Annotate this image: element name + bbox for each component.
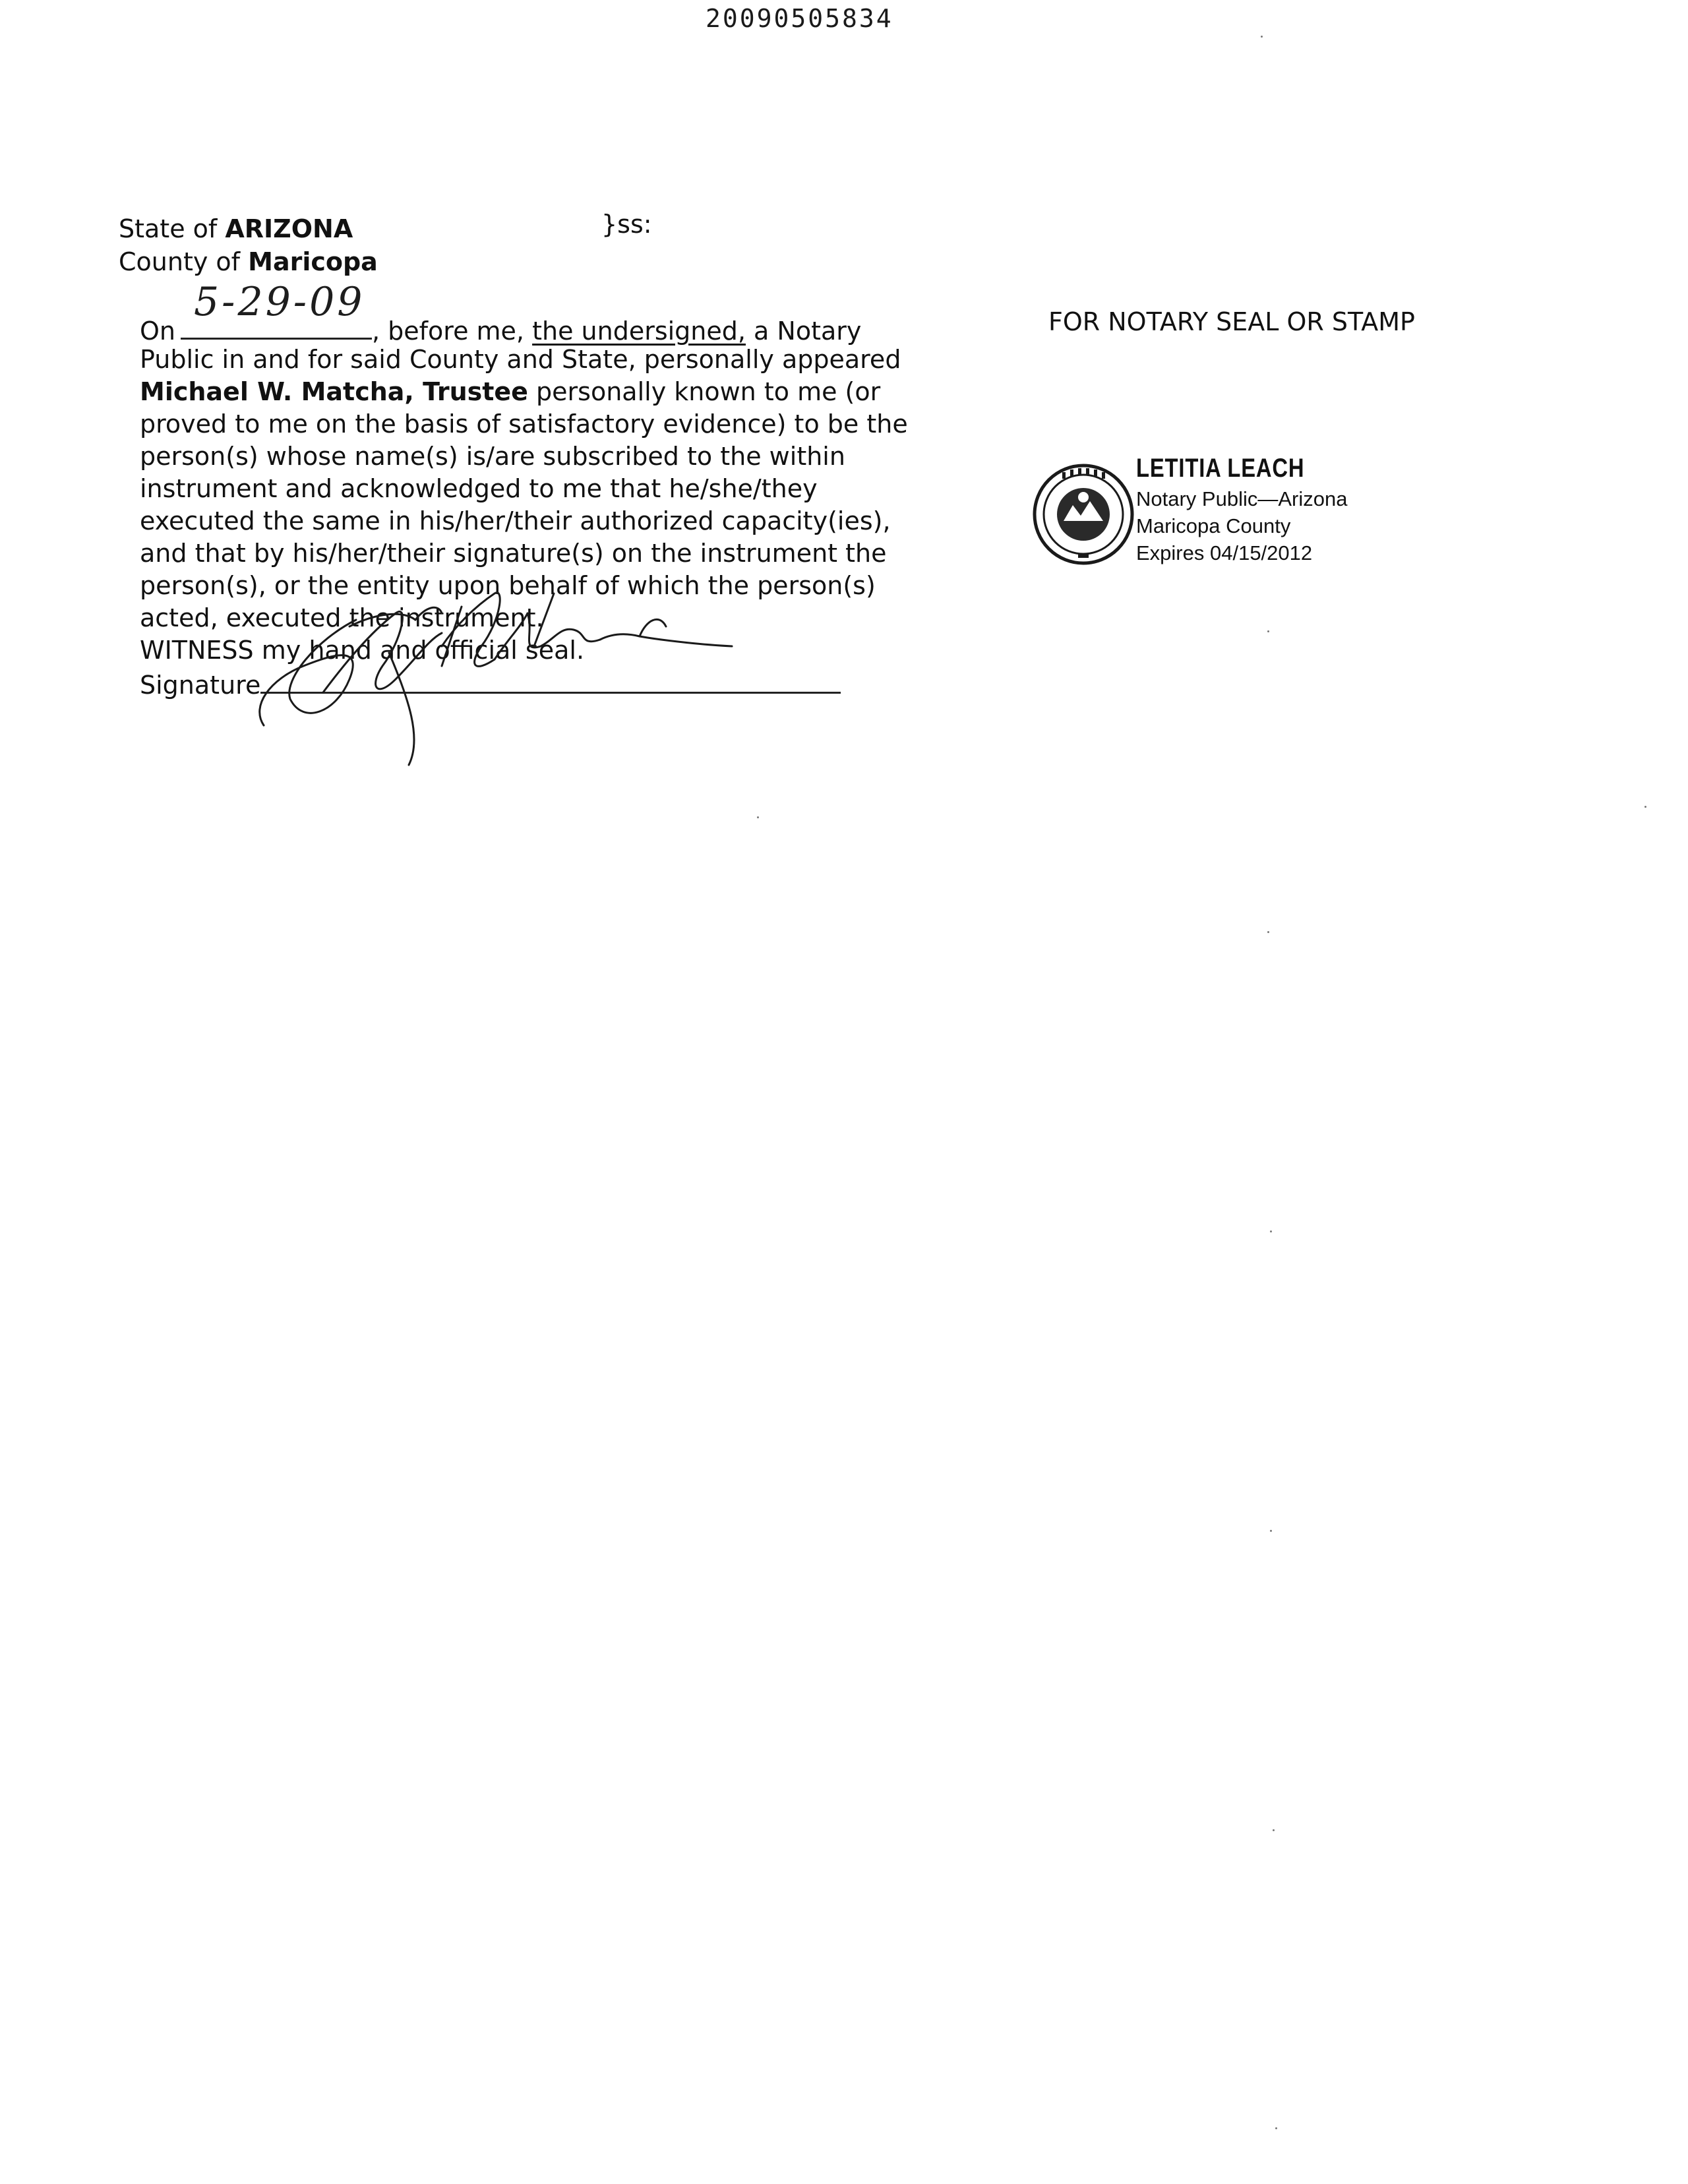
- scan-speck: [1267, 630, 1269, 632]
- handwritten-signature: [244, 567, 785, 778]
- state-name: ARIZONA: [225, 214, 353, 243]
- recording-number: 20090505834: [706, 4, 893, 33]
- scan-speck: [1275, 2127, 1277, 2129]
- ack-line-8: and that by his/her/their signature(s) on the instrument the: [140, 539, 887, 568]
- before-me-text: , before me,: [372, 317, 533, 346]
- notary-seal-heading: FOR NOTARY SEAL OR STAMP: [1048, 307, 1415, 336]
- county-name: Maricopa: [248, 247, 378, 276]
- ack-line-4: proved to me on the basis of satisfactory evidence) to be the: [140, 410, 908, 439]
- date-field: [181, 279, 372, 340]
- ack-line-7: executed the same in his/her/their authorized capacity(ies),: [140, 506, 891, 535]
- ss-mark: }ss:: [601, 210, 652, 239]
- ack-line-1-tail: a Notary: [745, 317, 862, 346]
- ack-line-6: instrument and acknowledged to me that he/she/they: [140, 474, 818, 503]
- venue-block: [119, 212, 378, 278]
- scan-speck: [757, 816, 759, 818]
- arizona-seal-icon: [1032, 463, 1135, 566]
- signature-label: Signature: [140, 671, 261, 700]
- signer-name: Michael W. Matcha, Trustee: [140, 377, 528, 406]
- notary-stamp: [1032, 455, 1375, 574]
- state-prefix: State of: [119, 214, 226, 243]
- stamp-text: [1136, 455, 1347, 566]
- scan-speck: [1261, 36, 1263, 38]
- stamp-title: Notary Public—Arizona: [1136, 487, 1348, 510]
- stamp-notary-name: LETITIA LEACH: [1136, 454, 1305, 483]
- county-line: [119, 245, 378, 278]
- stamp-county: Maricopa County: [1136, 514, 1291, 537]
- scan-speck: [1270, 1530, 1272, 1532]
- scan-speck: [1270, 1230, 1272, 1232]
- ack-line-1: [140, 279, 931, 346]
- scan-speck: [1644, 806, 1646, 808]
- ack-line-5: person(s) whose name(s) is/are subscribed to the within: [140, 442, 845, 471]
- county-prefix: County of: [119, 247, 249, 276]
- ack-line-2: Public in and for said County and State, personally appeared: [140, 345, 901, 374]
- scan-speck: [1267, 931, 1269, 933]
- stamp-expiration: Expires 04/15/2012: [1136, 541, 1313, 564]
- ack-line-3: [140, 376, 931, 408]
- scan-speck: [1273, 1829, 1275, 1831]
- notary-name-field: the undersigned,: [532, 317, 746, 346]
- on-word: On: [140, 317, 175, 346]
- ack-line-3-tail: personally known to me (or: [528, 377, 881, 406]
- state-line: [119, 212, 378, 245]
- ack-line-9: person(s), or the entity upon behalf of which the person(s): [140, 571, 876, 600]
- handwritten-date: 5-29-09: [194, 279, 365, 325]
- witness-line: WITNESS my hand and official seal.: [140, 636, 585, 665]
- ack-line-10: acted, executed the instrument.: [140, 603, 544, 632]
